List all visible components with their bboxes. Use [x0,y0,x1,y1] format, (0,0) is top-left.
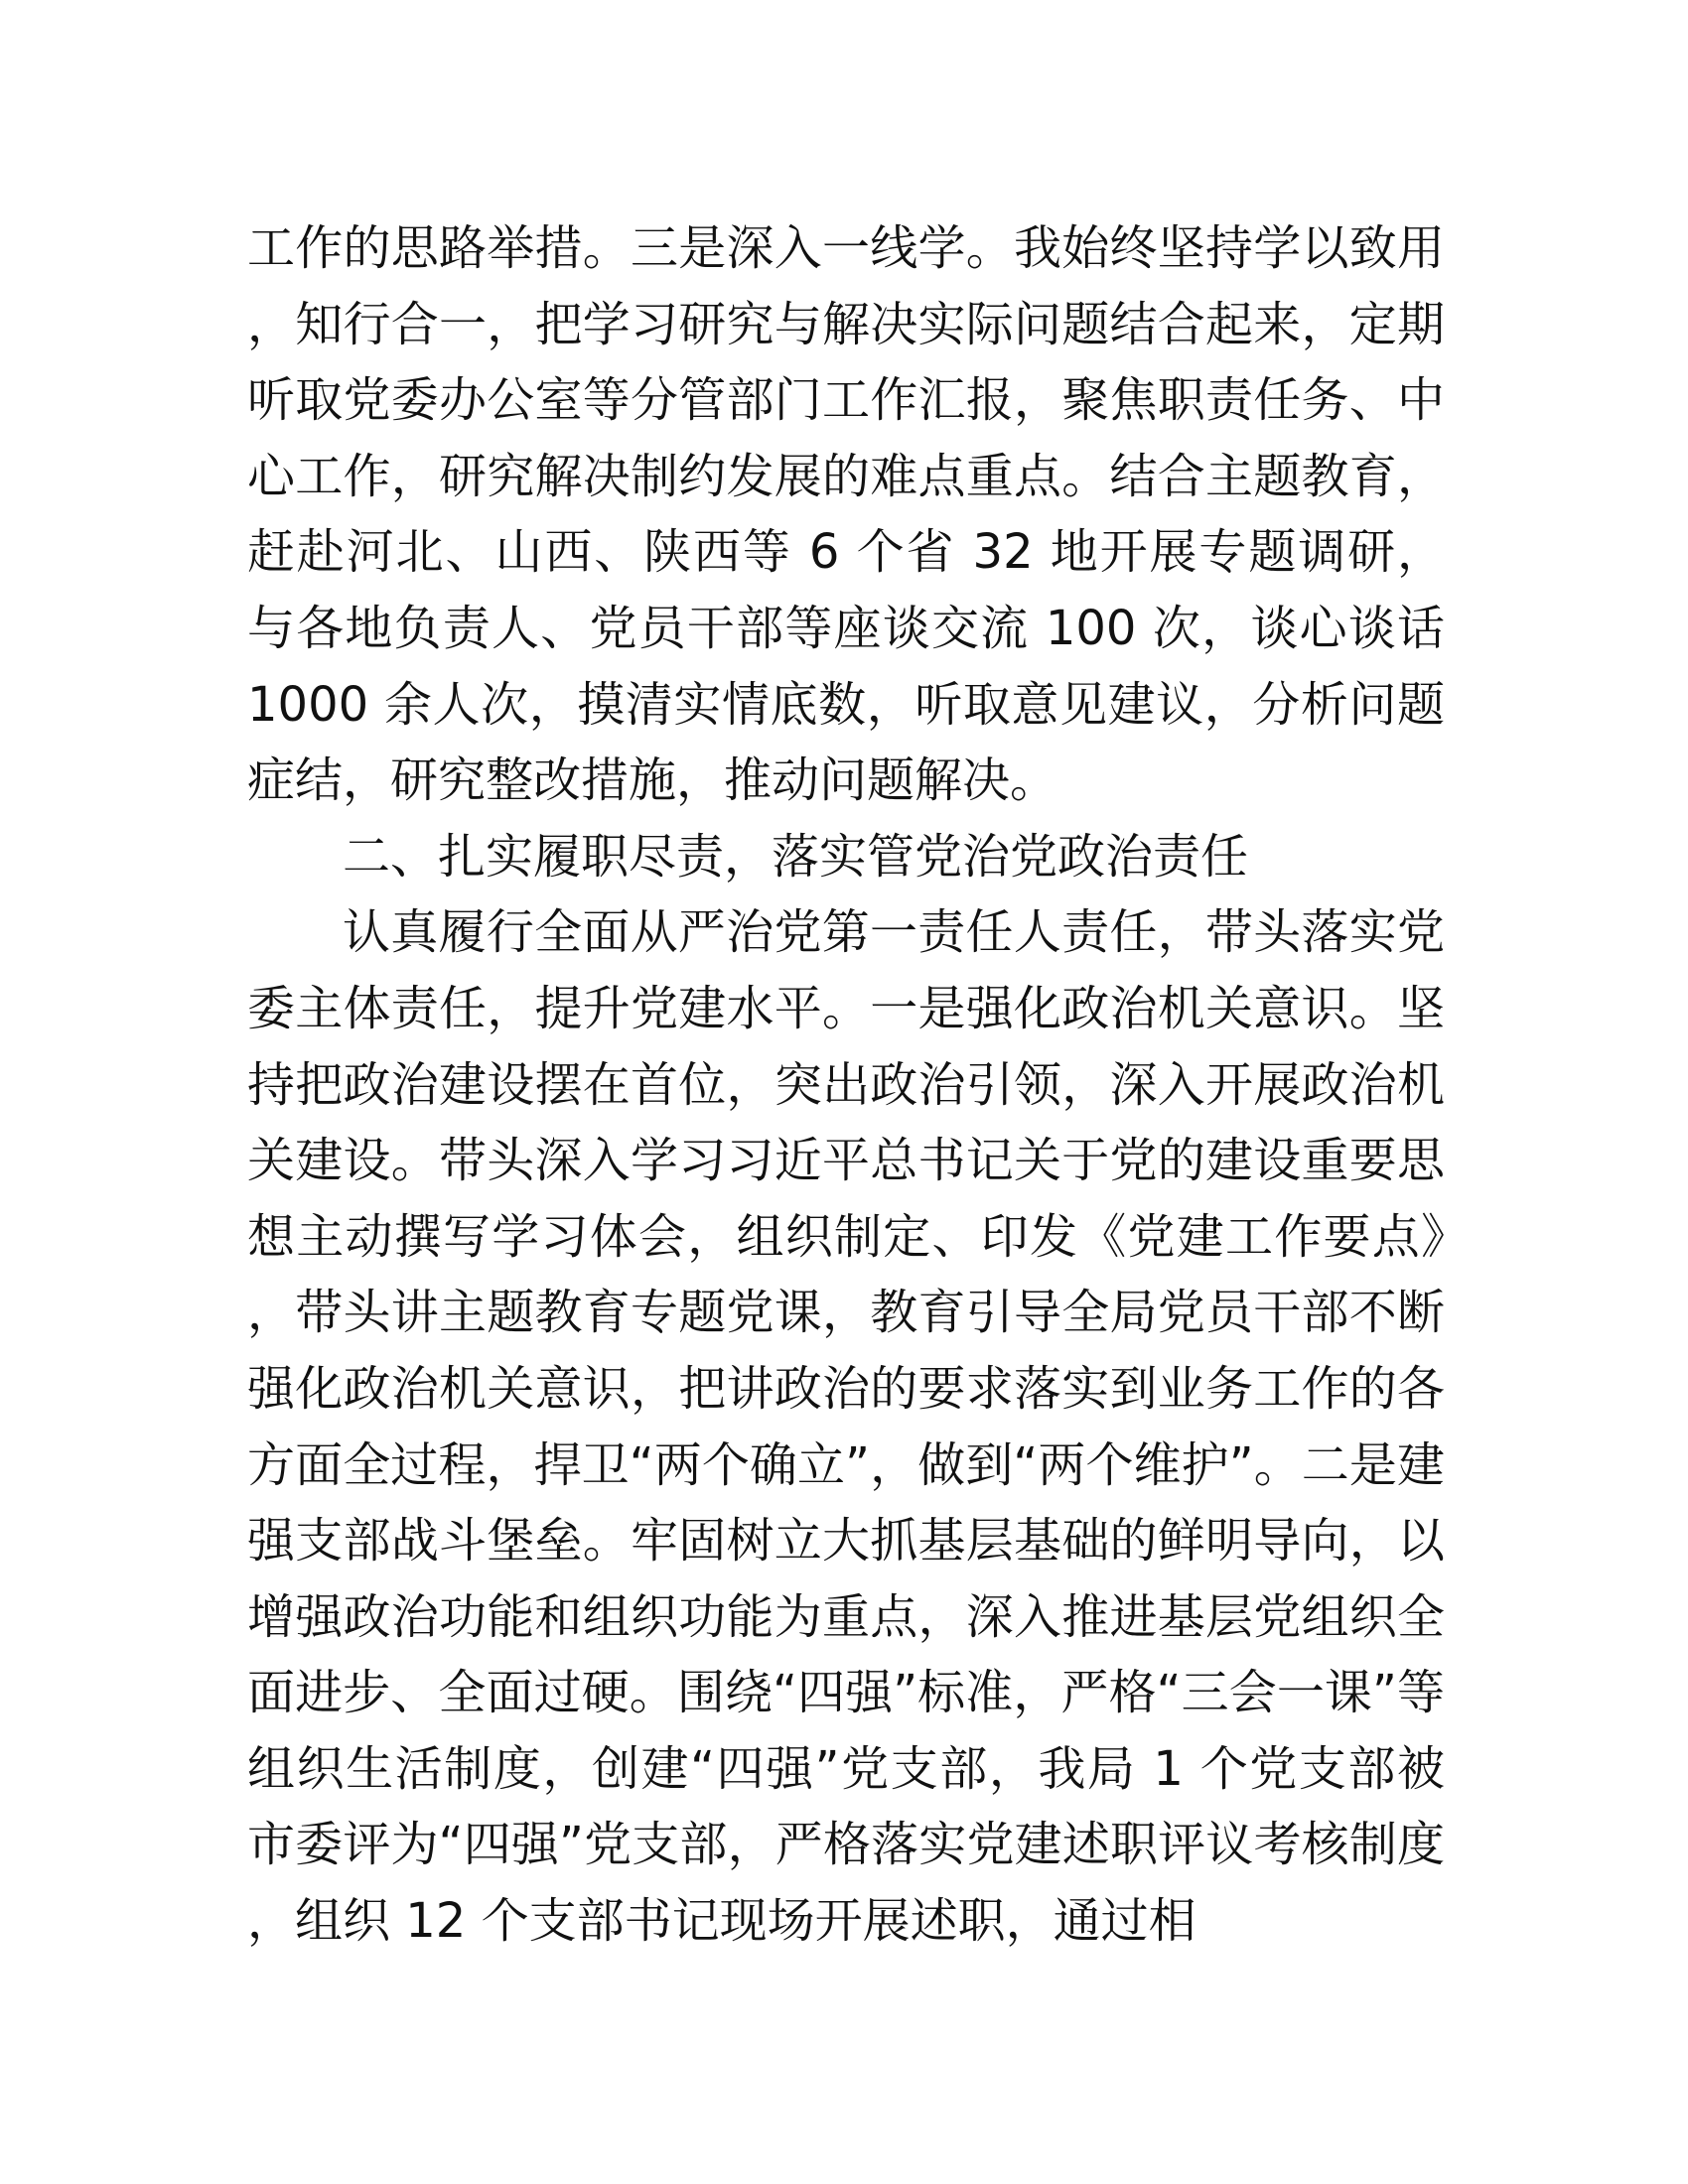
paragraph-continuation: 工作的思路举措。三是深入一线学。我始终坚持学以致用，知行合一，把学习研究与解决实际问题结合起来，定期听取党委办公室等分管部门工作汇报，聚焦职责任务、中心工作，研究解决制约发展的难点重点。结合主题教育，赶赴河北、山西、陕西等 6 个省 32 地开展专题调研，与各地负责人、党员干部等座谈交流 100 次，谈心谈话 1000 余人次，摸清实情底数，听取意见建议，分析问题症结，研究整改措施，推动问题解决。 [247,220,1445,809]
paragraph-body: 认真履行全面从严治党第一责任人责任，带头落实党委主体责任，提升党建水平。一是强化政治机关意识。坚持把政治建设摆在首位，突出政治引领，深入开展政治机关建设。带头深入学习习近平总书记关于党的建设重要思想主动撰写学习体会，组织制定、印发《党建工作要点》，带头讲主题教育专题党课，教育引导全局党员干部不断强化政治机关意识，把讲政治的要求落实到业务工作的各方面全过程，捍卫“两个确立”，做到“两个维护”。二是建强支部战斗堡垒。牢固树立大抓基层基础的鲜明导向，以增强政治功能和组织功能为重点，深入推进基层党组织全面进步、全面过硬。围绕“四强”标准，严格“三会一课”等组织生活制度，创建“四强”党支部，我局 1 个党支部被市委评为“四强”党支部，严格落实党建述职评议考核制度，组织 12 个支部书记现场开展述职，通过相 [247,904,1445,1950]
document-body [247,210,1445,1960]
section-heading: 二、扎实履职尽责，落实管党治党政治责任 [343,828,1249,885]
